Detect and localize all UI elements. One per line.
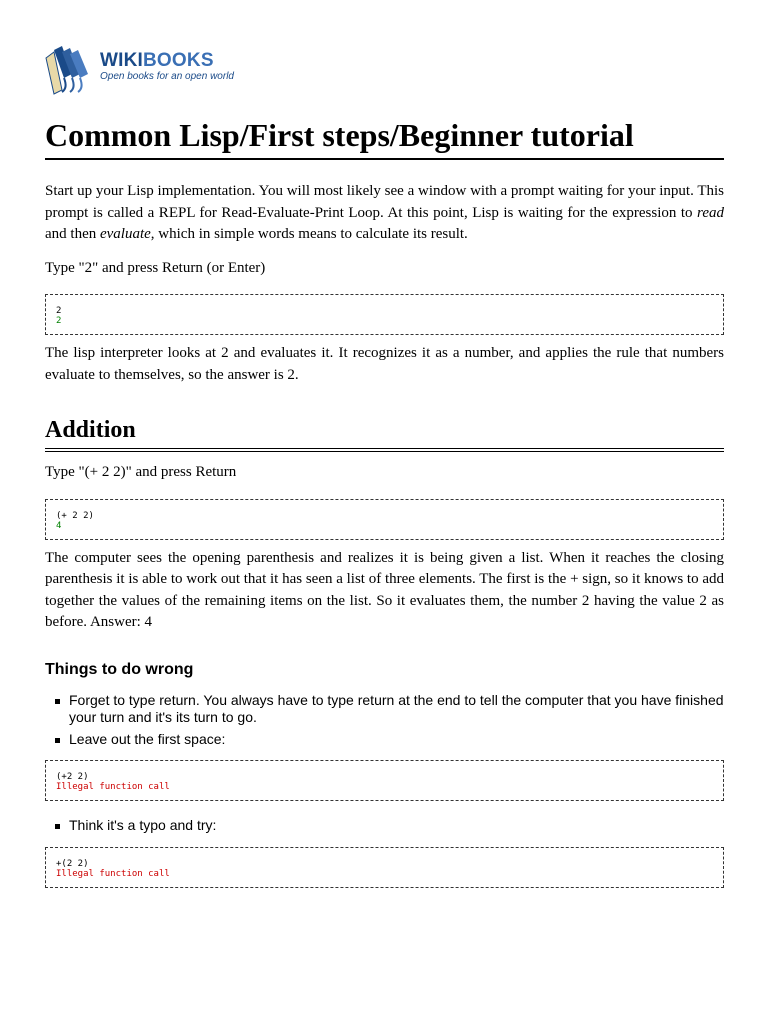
code-error-output: Illegal function call	[56, 868, 170, 879]
code-input: +(2 2)	[56, 858, 89, 869]
code-input: 2	[56, 306, 62, 316]
wikibooks-logo[interactable]	[44, 44, 234, 96]
code-block-eval-2	[45, 294, 724, 335]
intro-text-1: Start up your Lisp implementation. You will most likely see a window with a prompt waiting for your input. This prompt is called a REPL for Read-Evaluate-Print Loop. At this point, Lisp is waiting for the expression to	[45, 183, 724, 221]
code-block-addition	[45, 499, 724, 540]
addition-instruction: Type "(+ 2 2)" and press Return	[45, 464, 237, 480]
bullet-icon	[55, 824, 60, 829]
logo-tagline: Open books for an open world	[100, 71, 234, 82]
intro-em-evaluate: evaluate	[99, 226, 151, 242]
wikibooks-logo-icon	[44, 44, 96, 96]
code-input: (+ 2 2)	[56, 510, 94, 521]
code-output: 4	[56, 520, 62, 531]
section-heading-addition: Addition	[45, 416, 724, 452]
explanation-paragraph: The lisp interpreter looks at 2 and evaluates it. It recognizes it as a number, and applies the rule that numbers evaluate to themselves, so the answer is 2.	[45, 345, 724, 383]
code-output: 2	[56, 316, 62, 326]
intro-em-read: read	[697, 204, 724, 221]
code-block-typo	[45, 847, 724, 888]
section-heading-things-to-do-wrong: Things to do wrong	[45, 660, 194, 678]
article-content	[45, 116, 724, 888]
list-item-text: Forget to type return. You always have to type return at the end to tell the computer that you have finished your turn and it's its turn to go.	[69, 691, 724, 725]
intro-text-2: and then	[45, 226, 100, 242]
list-item	[45, 692, 724, 727]
logo-name-wiki: WIKI	[100, 50, 144, 71]
list-item	[45, 817, 724, 835]
type-2-instruction: Type "2" and press Return (or Enter)	[45, 259, 266, 276]
logo-name-books: BOOKS	[143, 50, 214, 71]
code-input: (+2 2)	[56, 772, 89, 782]
list-item	[45, 731, 724, 749]
page-title: Common Lisp/First steps/Beginner tutorial	[45, 116, 724, 160]
addition-explanation: The computer sees the opening parenthesis and realizes it is being given a list. When it reaches the closing parenthesis it is able to work out that it has seen a list of three elements. The first is the + sign, so it knows to add together the values of the remaining items on the list. So it evaluates them, the number 2 having the value 2 as before. Answer: 4	[45, 549, 724, 630]
intro-text-3: , which in simple words means to calculate its result.	[150, 226, 468, 242]
bullet-icon	[55, 738, 60, 743]
list-item-text: Think it's a typo and try:	[69, 817, 217, 833]
code-error-output: Illegal function call	[56, 782, 170, 792]
wrong-list-continued	[45, 817, 724, 835]
wrong-list	[45, 692, 724, 749]
code-block-missing-space	[45, 760, 724, 801]
list-item-text: Leave out the first space:	[69, 730, 226, 747]
intro-paragraph	[45, 181, 724, 246]
bullet-icon	[55, 699, 60, 704]
logo-name	[100, 51, 234, 71]
